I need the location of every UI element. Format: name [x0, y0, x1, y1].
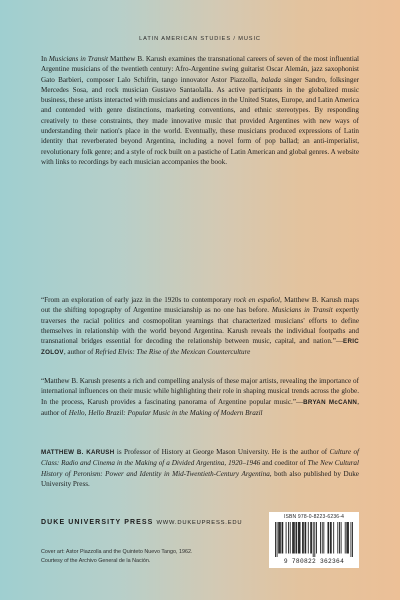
barcode-bar: [302, 522, 303, 554]
italic-title: Musicians in Transit: [48, 55, 109, 63]
barcode-bar: [337, 522, 338, 554]
barcode-bar: [345, 522, 346, 554]
barcode-bar: [331, 522, 332, 554]
author-bio: [41, 447, 359, 489]
name-smallcaps: ERIC ZOLOV: [41, 338, 359, 357]
barcode-bar: [303, 522, 304, 554]
text-run: , both also published by Duke University Press.: [41, 469, 359, 488]
italic-title: rock en español: [233, 296, 280, 304]
publisher-imprint: [41, 519, 242, 526]
isbn-label: ISBN 978-0-8223-6236-4: [283, 514, 345, 520]
barcode-bar: [305, 522, 306, 554]
barcode-bar: [299, 522, 300, 554]
publisher-name: DUKE UNIVERSITY PRESS: [41, 519, 154, 526]
italic-title: Refried Elvis: The Rise of the Mexican Counterculture: [95, 348, 251, 357]
category-label: LATIN AMERICAN STUDIES / MUSIC: [139, 36, 261, 42]
barcode-bar: [320, 522, 321, 554]
text-run: , author of: [63, 348, 96, 357]
italic-title: Hello, Hello Brazil: Popular Music in the Making of Modern Brazil: [68, 408, 263, 417]
review-zolov: [41, 295, 359, 359]
text-run: , Matthew B. Karush maps out the shifting topography of Argentine musicianship as no one has before.: [41, 296, 360, 315]
barcode-bar: [294, 522, 295, 554]
text-run: In: [41, 55, 49, 63]
book-description: [41, 54, 359, 167]
text-run: “From an exploration of early jazz in the 1920s to contemporary: [41, 296, 234, 304]
text-run: expertly traverses the racial politics and cosmopolitan yearnings that characterized musicians' efforts to define themselves in relationship with the world beyond Argentina. Karush reveals the individual footpaths and transnational bridges essential for decoding the relationship between music, capital, and nation.”—: [41, 306, 359, 346]
barcode-bar: [277, 522, 278, 557]
barcode-bar: [275, 522, 276, 557]
barcode-bar: [293, 522, 294, 554]
barcode-bar: [296, 522, 297, 554]
barcode-bar: [351, 522, 352, 557]
name-smallcaps: MATTHEW B. KARUSH: [41, 449, 115, 456]
barcode-bar: [296, 522, 297, 554]
text-run: singer Sandro, folksinger Mercedes Sosa, and rock musician Gustavo Santaolalla. As active participants in the globalized music business, these artists interacted with musicians and audiences in the United States, Europe, and Latin America and contended with genre distinctions, marketing conventions, and ethnic stereotypes. By responding creatively to these constraints, they made innovative music that provided Argentines with new ways of understanding their nation's place in the world. Eventually, these musicians produced expressions of Latin identity that reverberated beyond Argentina, including a novel form of pop ballad; an anti-imperialist, revolutionary folk genre; and a style of rock built on a pastiche of Latin American and global genres. A website with links to recordings by each musician accompanies the book.: [41, 75, 359, 166]
barcode-bar: [328, 522, 329, 554]
barcode-bar: [292, 522, 293, 554]
italic-title: Musicians in Transit: [271, 306, 333, 315]
barcode-bar: [323, 522, 324, 554]
text-run: Matthew B. Karush examines the transnational careers of seven of the most influential Argentine musicians of the twentieth century: Afro-Argentine swing guitarist Oscar Alemán, jazz saxophonist Gato Barbieri, composer Lalo Schifrin, tango innovator Astor Piazzolla,: [41, 55, 359, 84]
barcode-bar: [333, 522, 334, 554]
barcode-bar: [339, 522, 340, 554]
text-run: , author of: [41, 397, 360, 417]
barcode-bar: [330, 522, 331, 554]
barcode-bar: [282, 522, 283, 554]
italic-title: balada: [261, 75, 281, 84]
barcode-bar: [328, 522, 329, 554]
barcode-bar: [314, 522, 315, 557]
barcode-bar: [316, 522, 317, 554]
cover-credit-line-2: Courtesy of the Archivo General de la Nación.: [41, 558, 151, 564]
barcode-bar: [288, 522, 289, 554]
barcode-bar: [352, 522, 353, 557]
publisher-url: WWW.DUKEUPRESS.EDU: [156, 520, 243, 526]
barcode-bar: [346, 522, 347, 554]
barcode-bar: [348, 522, 349, 554]
cover-credit-line-1: Cover art: Astor Piazzolla and the Quinteto Nuevo Tango, 1962.: [41, 549, 193, 555]
barcode-bar: [305, 522, 306, 554]
barcode-bar: [313, 522, 314, 557]
barcode-bar: [300, 522, 301, 554]
barcode-bar: [282, 522, 283, 554]
name-smallcaps: BRYAN McCANN: [303, 398, 358, 406]
barcode-bar: [290, 522, 291, 554]
text-run: and coeditor of: [260, 459, 308, 468]
barcode-bar: [279, 522, 280, 554]
barcode-bar: [347, 522, 348, 554]
barcode-bar: [286, 522, 287, 554]
isbn-digits: 9 780822 362364: [283, 558, 345, 565]
barcode-bar: [322, 522, 323, 554]
barcode-bars: [275, 522, 353, 557]
italic-title: Culture of Class: Radio and Cinema in the Making of a Divided Argentina, 1920–1946: [41, 448, 359, 468]
isbn-barcode: [269, 512, 359, 568]
barcode-bar: [311, 522, 312, 554]
barcode-bar: [280, 522, 281, 554]
cover-credit: [41, 548, 241, 566]
review-mccann: [41, 376, 359, 418]
text-run: “Matthew B. Karush presents a rich and compelling analysis of these major artists, revealing the importance of international influences on their music while highlighting their role in shaping musical trends across the globe. In the process, Karush provides a fascinating panorama of Argentine popular music.”—: [41, 377, 359, 406]
barcode-bar: [310, 522, 311, 554]
barcode-bar: [341, 522, 342, 554]
italic-title: The New Cultural History of Peronism: Power and Identity in Mid-Twentieth-Century Argentina: [41, 459, 359, 478]
barcode-bar: [278, 522, 279, 554]
barcode-bar: [298, 522, 299, 554]
text-run: is Professor of History at George Mason University. He is the author of: [114, 448, 330, 456]
barcode-bar: [308, 522, 309, 554]
